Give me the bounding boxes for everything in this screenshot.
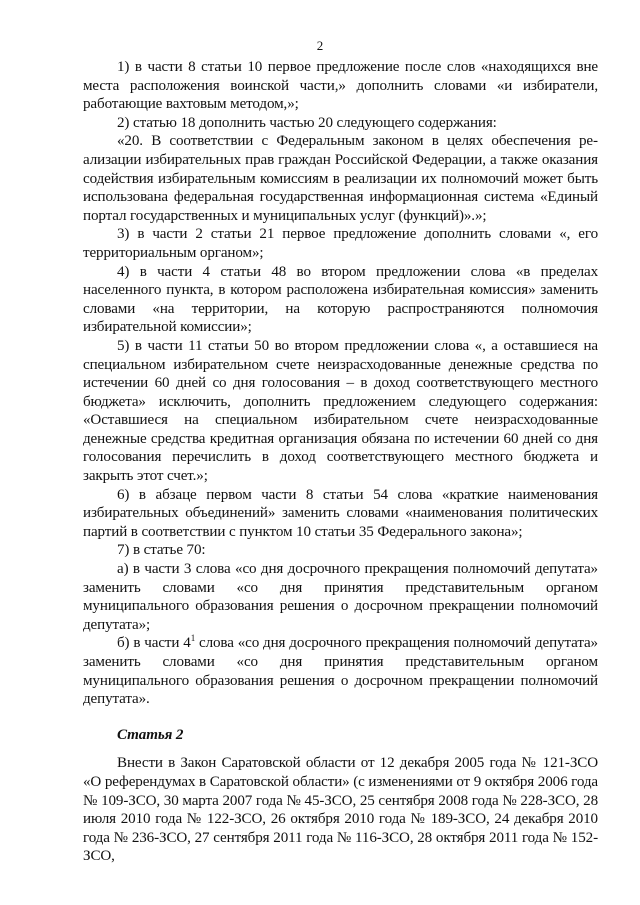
paragraph-6: 5) в части 11 статьи 50 во втором предложении слова «, а оставшиеся на специальном избирательном счете неизрасходованные денежные средства по истечении 60 дней со дня голосования – в доход соответствующего местного бюджета» исключить, дополнить предложением следующего содержания: «Оставшиеся на специальном избирательном счете неизрасходованные денежные средства кредитная организация обязана по истечении 60 дней со дня голосования перечислить в доход соответствующего местного бюджета и закрыть этот счет.»; bbox=[83, 337, 598, 485]
page-number: 2 bbox=[316, 38, 324, 53]
paragraph-10-suffix: слова «со дня досрочного прекращения полномочий депутата» заменить словами «со дня принятия представительным органом муниципального образования решения о досрочном прекращении полномочий депутата». bbox=[83, 635, 598, 708]
paragraph-3: «20. В соответствии с Федеральным законом в целях обеспечения реализации избирательных прав граждан Российской Федерации, а также оказания содействия избирательным комиссиям в реализации их полномочий может быть использована федеральная государственная информационная система «Единый портал государственных и муниципальных услуг (функций)».»; bbox=[83, 133, 598, 224]
paragraph-7: 6) в абзаце первом части 8 статьи 54 слова «краткие наименования избирательных объединений» заменить словами «наименования политических партий в соответствии с пунктом 10 статьи 35 Федерального закона»; bbox=[83, 486, 598, 540]
article-heading: Статья 2 bbox=[117, 726, 184, 743]
paragraph-2: 2) статью 18 дополнить частью 20 следующего содержания: bbox=[117, 114, 497, 131]
paragraph-10-prefix: б) в части 4 bbox=[117, 635, 191, 652]
paragraph-10 bbox=[83, 634, 598, 708]
document-body bbox=[83, 58, 598, 866]
paragraph-4: 3) в части 2 статьи 21 первое предложение дополнить словами «, его территориальным органом»; bbox=[83, 226, 598, 261]
article-text: Внести в Закон Саратовской области от 12 декабря 2005 года № 121-ЗСО «О референдумах в Саратовской области» (с изменениями от 9 октября 2006 года № 109-ЗСО, 30 марта 2007 года № 45-ЗСО, 25 сентября 2008 года № 228-ЗСО, 28 июля 2010 года № 122-ЗСО, 26 октября 2010 года № 189-ЗСО, 24 декабря 2010 года № 236-ЗСО, 27 сентября 2011 года № 116-ЗСО, 28 октября 2011 года № 152-ЗСО, bbox=[83, 755, 598, 865]
paragraph-8: 7) в статье 70: bbox=[117, 542, 206, 559]
paragraph-1: 1) в части 8 статьи 10 первое предложение после слов «находящихся вне места расположения воинской части,» дополнить словами «и избиратели, работающие вахтовым методом,»; bbox=[83, 59, 598, 113]
paragraph-10-superscript: 1 bbox=[190, 633, 196, 644]
paragraph-5: 4) в части 4 статьи 48 во втором предложении слова «в пределах населенного пункта, в котором расположена избирательная комиссия» заменить словами «на территории, на которую распространяются полномочия избирательной комиссии»; bbox=[83, 263, 598, 336]
paragraph-9: а) в части 3 слова «со дня досрочного прекращения полномочий депутата» заменить словами «со дня принятия представительным органом муниципального образования решения о досрочном прекращении полномочий депутата»; bbox=[83, 561, 598, 633]
